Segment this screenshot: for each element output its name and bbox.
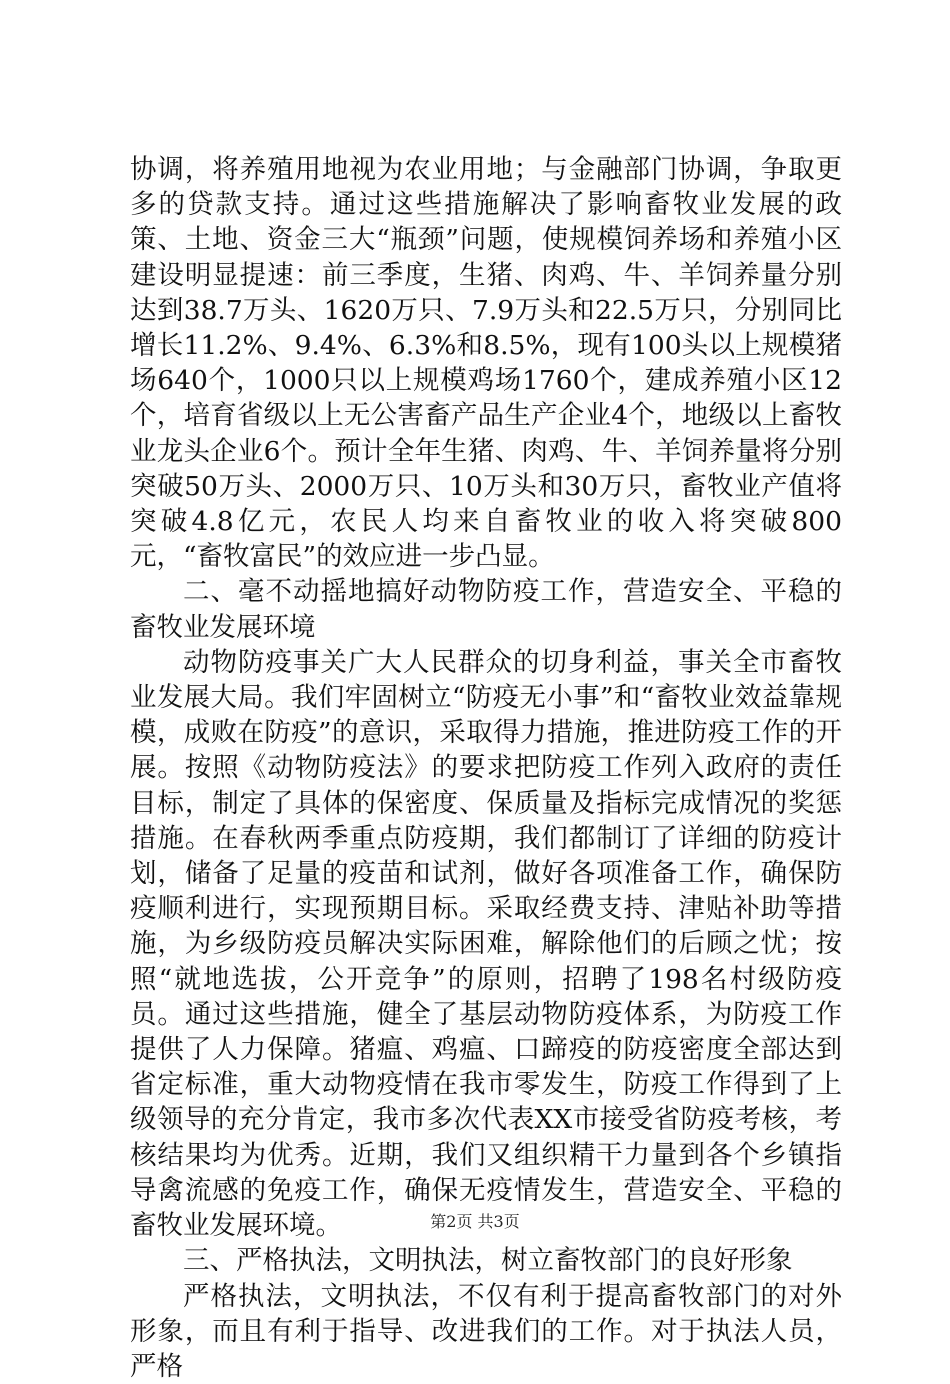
page-number-footer: 第2页 共3页 — [0, 1211, 950, 1233]
paragraph-animal-epidemic: 动物防疫事关广大人民群众的切身利益，事关全市畜牧业发展大局。我们牢固树立“防疫无小事”和“畜牧业效益靠规模，成败在防疫”的意识，采取得力措施，推进防疫工作的开展。按照《动物防疫法》的要求把防疫工作列入政府的责任目标，制定了具体的保密度、保质量及指标完成情况的奖惩措施。在春秋两季重点防疫期，我们都制订了详细的防疫计划，储备了足量的疫苗和试剂，做好各项准备工作，确保防疫顺利进行，实现预期目标。采取经费支持、津贴补助等措施，为乡级防疫员解决实际困难，解除他们的后顾之忧；按照“就地选拔，公开竞争”的原则，招聘了198名村级防疫员。通过这些措施，健全了基层动物防疫体系，为防疫工作提供了人力保障。猪瘟、鸡瘟、口蹄疫的防疫密度全部达到省定标准，重大动物疫情在我市零发生，防疫工作得到了上级领导的充分肯定，我市多次代表XX市接受省防疫考核，考核结果均为优秀。近期，我们又组织精干力量到各个乡镇指导禽流感的免疫工作，确保无疫情发生，营造安全、平稳的畜牧业发展环境。 — [130, 645, 842, 1243]
paragraph-continuation: 协调，将养殖用地视为农业用地；与金融部门协调，争取更多的贷款支持。通过这些措施解决了影响畜牧业发展的政策、土地、资金三大“瓶颈”问题，使规模饲养场和养殖小区建设明显提速：前三季度，生猪、肉鸡、牛、羊饲养量分别达到38.7万头、1620万只、7.9万头和22.5万只，分别同比增长11.2%、9.4%、6.3%和8.5%，现有100头以上规模猪场640个，1000只以上规模鸡场1760个，建成养殖小区12个，培育省级以上无公害畜产品生产企业4个，地级以上畜牧业龙头企业6个。预计全年生猪、肉鸡、牛、羊饲养量将分别突破50万头、2000万只、10万头和30万只，畜牧业产值将突破4.8亿元，农民人均来自畜牧业的收入将突破800元，“畜牧富民”的效应进一步凸显。 — [130, 152, 842, 574]
section-heading-2: 二、毫不动摇地搞好动物防疫工作，营造安全、平稳的畜牧业发展环境 — [130, 574, 842, 644]
document-body — [130, 152, 842, 1384]
paragraph-law-enforcement: 严格执法，文明执法，不仅有利于提高畜牧部门的对外形象，而且有利于指导、改进我们的工作。对于执法人员，严格 — [130, 1279, 842, 1384]
section-heading-3: 三、严格执法，文明执法，树立畜牧部门的良好形象 — [130, 1243, 842, 1278]
